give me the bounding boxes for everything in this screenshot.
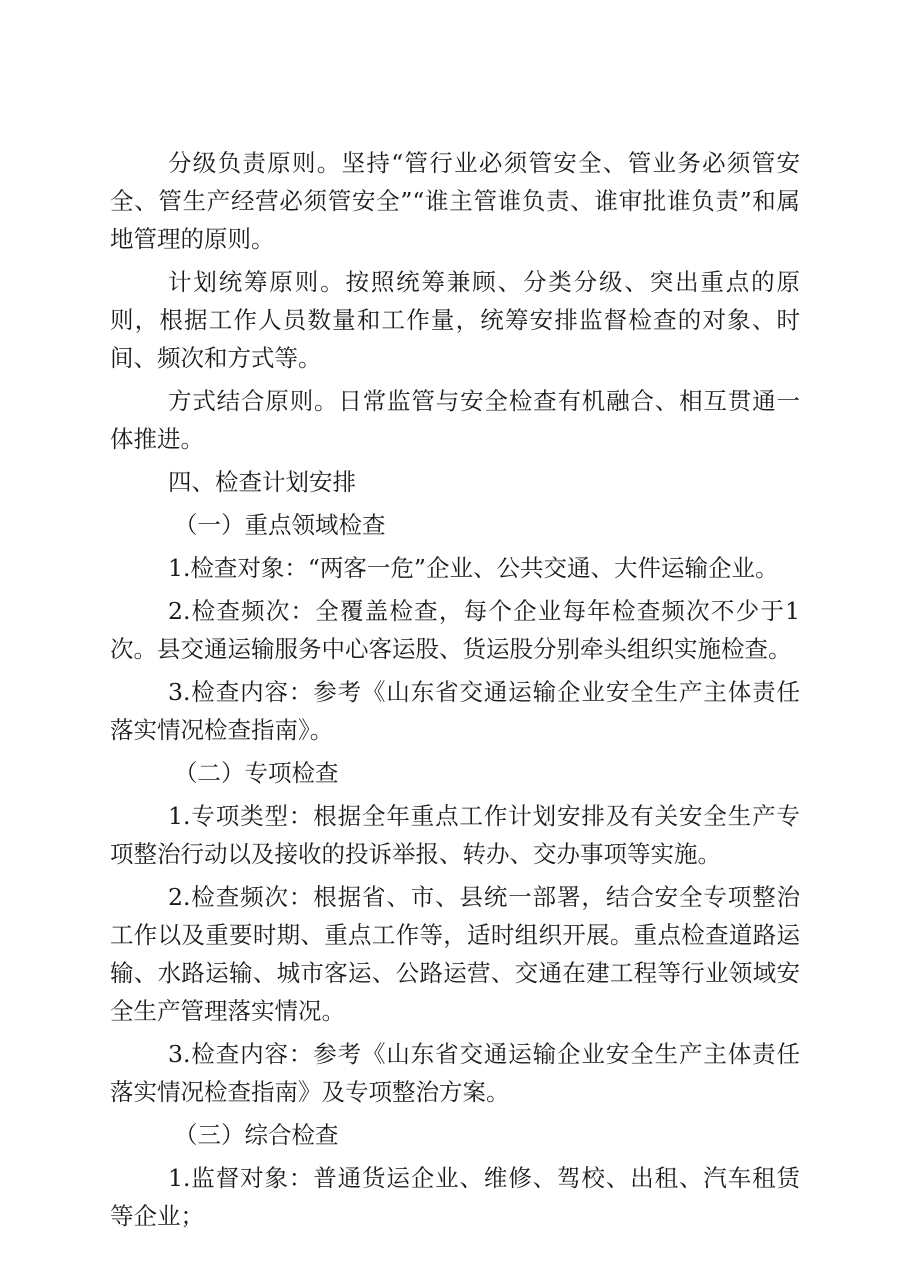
paragraph-principle-combination: 方式结合原则。日常监管与安全检查有机融合、相互贯通一体推进。: [110, 387, 800, 453]
paragraph-special-types: 1.专项类型：根据全年重点工作计划安排及有关安全生产专项整治行动以及接收的投诉举报、转办、交办事项等实施。: [110, 802, 800, 868]
subsection-heading-key-areas: （一）重点领域检查: [174, 511, 386, 539]
paragraph-principle-graded-responsibility: 分级负责原则。坚持“管行业必须管安全、管业务必须管安全、管生产经营必须管安全”“谁主管谁负责、谁审批谁负责”和属地管理的原则。: [110, 149, 800, 253]
paragraph-special-content: 3.检查内容：参考《山东省交通运输企业安全生产主体责任落实情况检查指南》及专项整治方案。: [110, 1040, 800, 1106]
document-body: [110, 144, 800, 1240]
paragraph-comprehensive-targets: 1.监督对象：普通货运企业、维修、驾校、出租、汽车租赁等企业；: [110, 1164, 800, 1230]
paragraph-special-frequency: 2.检查频次：根据省、市、县统一部署，结合安全专项整治工作以及重要时期、重点工作等，适时组织开展。重点检查道路运输、水路运输、城市客运、公路运营、交通在建工程等行业领域安全生产管理落实情况。: [110, 883, 800, 1025]
paragraph-key-areas-frequency: 2.检查频次：全覆盖检查，每个企业每年检查频次不少于1次。县交通运输服务中心客运股、货运股分别牵头组织实施检查。: [110, 597, 800, 663]
paragraph-key-areas-content: 3.检查内容：参考《山东省交通运输企业安全生产主体责任落实情况检查指南》。: [110, 678, 800, 744]
subsection-heading-comprehensive-inspection: （三）综合检查: [174, 1121, 339, 1149]
section-heading-inspection-plan: 四、检查计划安排: [168, 468, 356, 496]
subsection-heading-special-inspection: （二）专项检查: [174, 759, 339, 787]
paragraph-principle-planning: 计划统筹原则。按照统筹兼顾、分类分级、突出重点的原则，根据工作人员数量和工作量，统筹安排监督检查的对象、时间、频次和方式等。: [110, 268, 800, 372]
paragraph-key-areas-targets: 1.检查对象：“两客一危”企业、公共交通、大件运输企业。: [168, 554, 779, 582]
